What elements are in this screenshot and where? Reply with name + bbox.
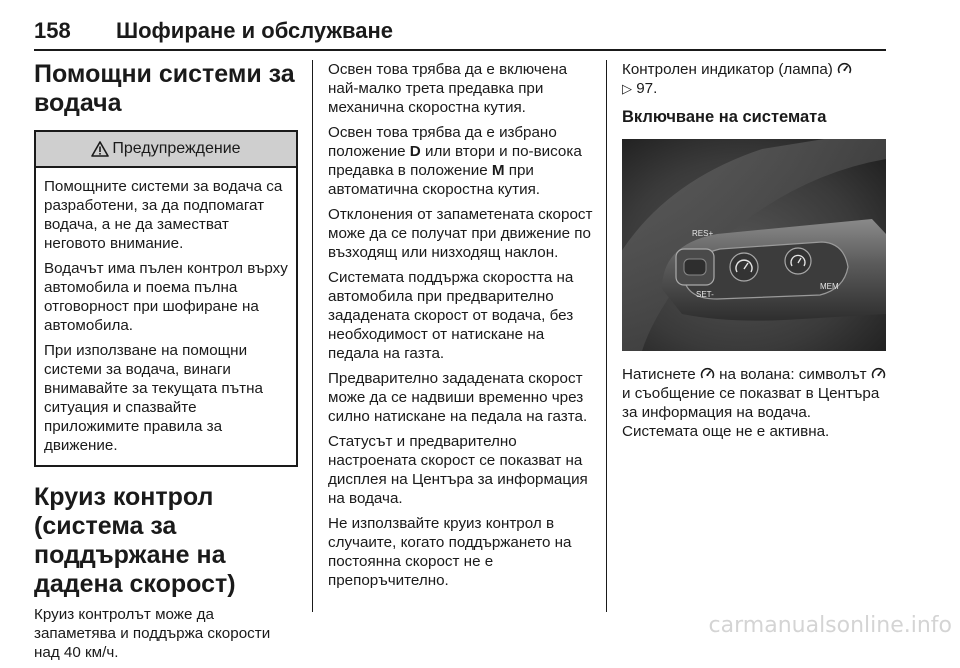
indicator-text: Контролен индикатор (лампа) [622,61,833,78]
activation-instruction [622,365,888,441]
warning-triangle-icon [91,141,109,157]
paragraph-maintain-speed: Системата поддържа скоростта на автомобила при предварително зададената скорост от водача, без необходимост от натискане на педала на газта. [328,269,574,362]
running-title: Шофиране и обслужване [116,18,394,43]
cruise-control-icon [837,62,852,75]
column-2 [328,60,594,596]
section-title-cruise-control: Круиз контрол (система за поддържане на дадена скорост) [34,483,236,598]
page-reference[interactable] [622,80,657,97]
press-text-3: и съобщение се показват в Центъра за информация на водача. Системата още не е активна. [622,385,880,440]
activation-title: Включване на системата [622,108,827,126]
warning-header [36,132,296,168]
press-text-2: на волана: символът [719,366,867,383]
paragraph-manual-gear: Освен това трябва да е включена най-малко трета предавка при механична скоростна кутия. [328,61,568,116]
p2-mid: или втори и по-висока предавка в положение [328,143,582,179]
page-ref-arrow-icon: ▷ [622,81,632,96]
figure-label-set: SET- [696,290,714,299]
page-ref-number: 97. [636,80,658,97]
cruise-intro: Круиз контролът може да запаметява и поддържа скорости над 40 км/ч. [34,606,271,661]
column-divider-2 [606,60,607,612]
warning-paragraph-1: Помощните системи за водача са разработени, за да подпомагат водача, а не да заместват неговото внимание. [44,178,283,252]
paragraph-automatic-gear [328,123,594,199]
page-header [34,18,890,46]
figure-label-res: RES+ [692,229,714,238]
column-3 [622,60,888,447]
page-number: 158 [34,18,71,43]
gear-m: M [491,162,505,179]
cruise-button [730,253,758,281]
warning-label: Предупреждение [112,140,241,157]
cruise-control-icon [871,367,886,380]
column-1 [34,60,298,668]
paragraph-caution: Не използвайте круиз контрол в случаите, когато поддържането на постоянна скорост не е препоръчително. [328,515,572,589]
watermark: carmanualsonline.info [708,613,952,638]
warning-box [34,130,298,467]
warning-body [36,168,296,465]
p2-post: при автоматична скоростна кутия. [328,162,541,198]
section-title-driver-assist: Помощни системи за водача [34,60,295,117]
paragraph-status-display: Статусът и предварително настроената скорост се показват на дисплея на Центъра за информация на водача. [328,433,588,507]
indicator-reference [622,60,888,98]
paragraph-override: Предварително зададената скорост може да се надвиши временно чрез силно натискане на педала на газта. [328,370,588,425]
press-text-1: Натиснете [622,366,696,383]
steering-wheel-controls-figure [622,139,886,351]
warning-paragraph-2: Водачът има пълен контрол върху автомобила и поема пълна отговорност при шофиране на автомобила. [44,260,288,334]
header-rule [34,49,886,51]
figure-label-mem: MEM [820,282,839,291]
gear-d: D [409,143,421,160]
p2-pre: Освен това трябва да е избрано положение [328,124,557,160]
speed-limiter-button [785,248,811,274]
warning-paragraph-3: При използване на помощни системи за водача, винаги внимавайте за текущата пътна ситуация и спазвайте приложимите правила за движение. [44,342,263,454]
column-divider-1 [312,60,313,612]
cruise-control-icon [700,367,715,380]
steering-wheel-illustration [622,139,886,351]
paragraph-deviation: Отклонения от запаметената скорост може да се получат при движение по възходящ или низходящ наклон. [328,206,593,261]
